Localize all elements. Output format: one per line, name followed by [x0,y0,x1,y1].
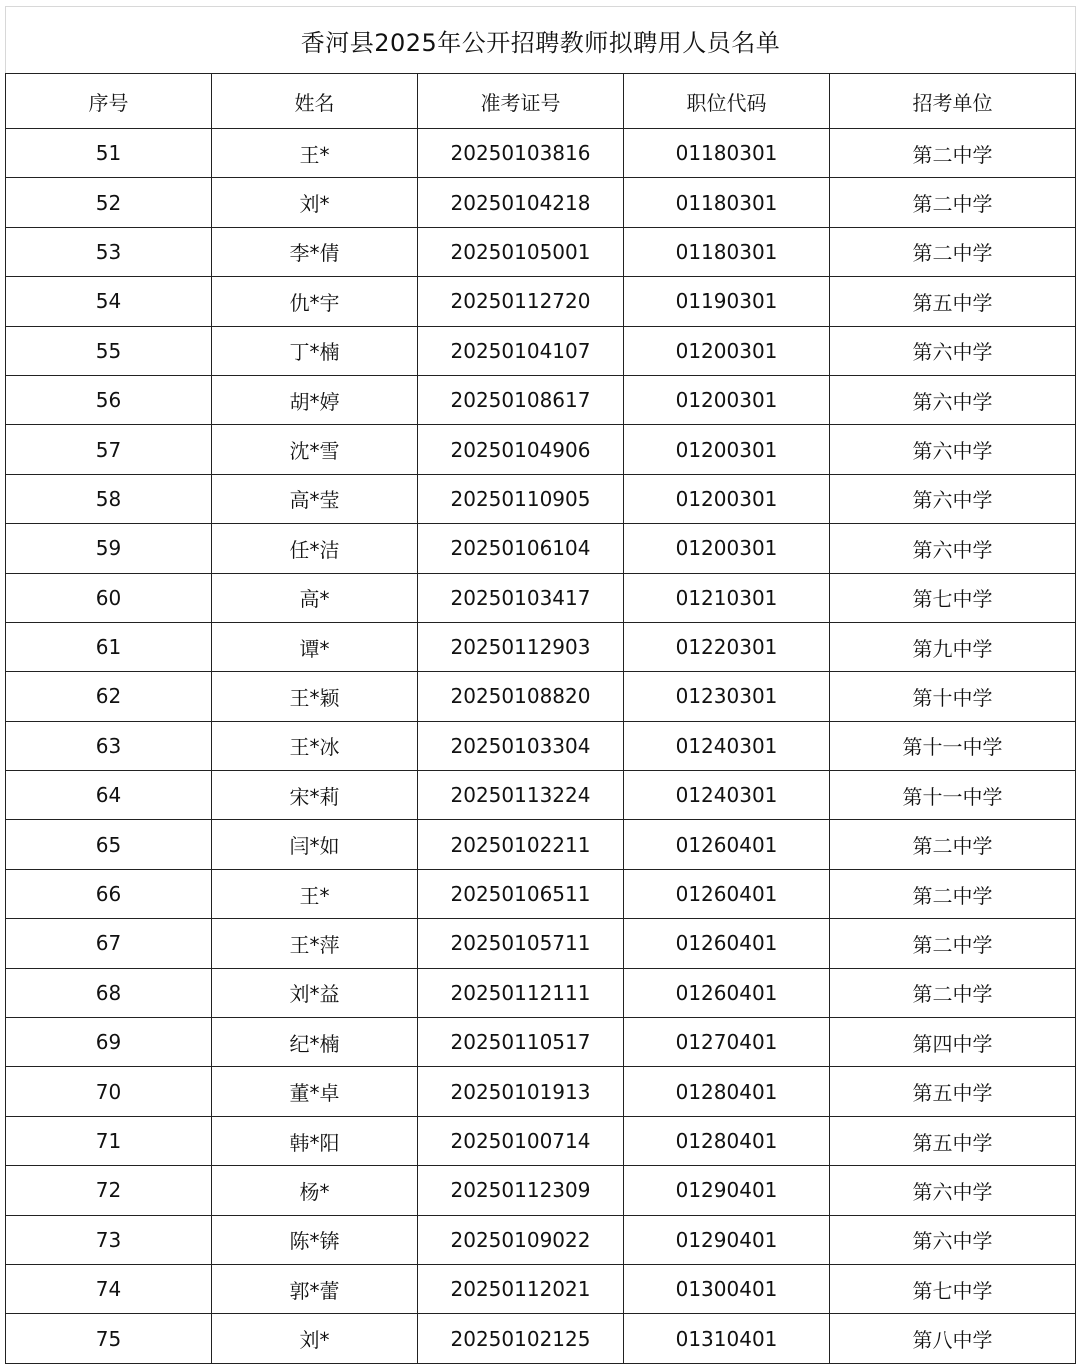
cell-ticket-number: 20250109022 [418,1215,624,1264]
cell-recruiting-unit: 第五中学 [830,1116,1076,1165]
cell-position-code: 01260401 [624,968,830,1017]
cell-name: 杨* [212,1166,418,1215]
cell-ticket-number: 20250100714 [418,1116,624,1165]
cell-name: 刘*益 [212,968,418,1017]
cell-ticket-number: 20250106104 [418,524,624,573]
cell-recruiting-unit: 第二中学 [830,129,1076,178]
table-row [6,1314,1076,1363]
cell-ticket-number: 20250108617 [418,375,624,424]
cell-name: 任*洁 [212,524,418,573]
cell-ticket-number: 20250112903 [418,622,624,671]
cell-position-code: 01200301 [624,524,830,573]
cell-position-code: 01260401 [624,820,830,869]
cell-name: 王* [212,129,418,178]
cell-index: 67 [6,919,212,968]
cell-recruiting-unit: 第六中学 [830,425,1076,474]
table-row [6,672,1076,721]
cell-name: 高* [212,573,418,622]
cell-name: 刘* [212,178,418,227]
cell-position-code: 01220301 [624,622,830,671]
cell-recruiting-unit: 第二中学 [830,919,1076,968]
cell-index: 63 [6,721,212,770]
table-row [6,573,1076,622]
cell-index: 57 [6,425,212,474]
cell-ticket-number: 20250101913 [418,1067,624,1116]
cell-ticket-number: 20250113224 [418,771,624,820]
cell-index: 74 [6,1264,212,1313]
table-row [6,277,1076,326]
cell-recruiting-unit: 第六中学 [830,326,1076,375]
cell-index: 61 [6,622,212,671]
cell-index: 51 [6,129,212,178]
cell-recruiting-unit: 第二中学 [830,968,1076,1017]
table-row [6,375,1076,424]
cell-position-code: 01310401 [624,1314,830,1363]
cell-index: 53 [6,227,212,276]
cell-index: 54 [6,277,212,326]
cell-index: 56 [6,375,212,424]
cell-recruiting-unit: 第六中学 [830,524,1076,573]
table-row [6,524,1076,573]
table-row [6,622,1076,671]
column-header-row [6,74,1076,129]
table-row [6,129,1076,178]
cell-position-code: 01260401 [624,919,830,968]
cell-position-code: 01210301 [624,573,830,622]
cell-name: 郭*蕾 [212,1264,418,1313]
cell-position-code: 01240301 [624,771,830,820]
cell-position-code: 01200301 [624,474,830,523]
cell-position-code: 01290401 [624,1215,830,1264]
cell-ticket-number: 20250112309 [418,1166,624,1215]
cell-position-code: 01180301 [624,178,830,227]
cell-name: 韩*阳 [212,1116,418,1165]
table-row [6,869,1076,918]
table-row [6,326,1076,375]
cell-ticket-number: 20250103304 [418,721,624,770]
cell-position-code: 01280401 [624,1116,830,1165]
table-row [6,425,1076,474]
cell-recruiting-unit: 第八中学 [830,1314,1076,1363]
cell-ticket-number: 20250112111 [418,968,624,1017]
cell-ticket-number: 20250108820 [418,672,624,721]
cell-recruiting-unit: 第十一中学 [830,771,1076,820]
column-header-name: 姓名 [212,74,418,129]
cell-recruiting-unit: 第七中学 [830,1264,1076,1313]
cell-name: 王* [212,869,418,918]
cell-recruiting-unit: 第七中学 [830,573,1076,622]
cell-index: 75 [6,1314,212,1363]
cell-index: 60 [6,573,212,622]
cell-index: 64 [6,771,212,820]
cell-ticket-number: 20250106511 [418,869,624,918]
cell-index: 69 [6,1018,212,1067]
cell-recruiting-unit: 第六中学 [830,1215,1076,1264]
table-row [6,820,1076,869]
cell-index: 55 [6,326,212,375]
cell-position-code: 01200301 [624,326,830,375]
cell-recruiting-unit: 第五中学 [830,1067,1076,1116]
column-header-position-code: 职位代码 [624,74,830,129]
cell-index: 68 [6,968,212,1017]
cell-recruiting-unit: 第六中学 [830,474,1076,523]
cell-name: 刘* [212,1314,418,1363]
cell-ticket-number: 20250104218 [418,178,624,227]
table-row [6,771,1076,820]
cell-ticket-number: 20250112021 [418,1264,624,1313]
table-title: 香河县2025年公开招聘教师拟聘用人员名单 [6,7,1076,74]
table-row [6,1018,1076,1067]
cell-index: 70 [6,1067,212,1116]
cell-name: 胡*婷 [212,375,418,424]
cell-position-code: 01190301 [624,277,830,326]
cell-name: 王*萍 [212,919,418,968]
cell-name: 纪*楠 [212,1018,418,1067]
cell-ticket-number: 20250110517 [418,1018,624,1067]
table-row [6,474,1076,523]
cell-index: 71 [6,1116,212,1165]
cell-position-code: 01300401 [624,1264,830,1313]
cell-position-code: 01260401 [624,869,830,918]
table-row [6,1215,1076,1264]
cell-name: 李*倩 [212,227,418,276]
column-header-index: 序号 [6,74,212,129]
cell-name: 闫*如 [212,820,418,869]
cell-ticket-number: 20250105001 [418,227,624,276]
cell-ticket-number: 20250105711 [418,919,624,968]
table-row [6,1264,1076,1313]
cell-index: 73 [6,1215,212,1264]
cell-index: 66 [6,869,212,918]
cell-position-code: 01290401 [624,1166,830,1215]
cell-recruiting-unit: 第五中学 [830,277,1076,326]
table-row [6,1166,1076,1215]
hiring-list-sheet [5,6,1075,1364]
cell-name: 高*莹 [212,474,418,523]
cell-ticket-number: 20250103816 [418,129,624,178]
cell-ticket-number: 20250102211 [418,820,624,869]
cell-ticket-number: 20250103417 [418,573,624,622]
table-row [6,721,1076,770]
cell-name: 王*冰 [212,721,418,770]
cell-recruiting-unit: 第九中学 [830,622,1076,671]
cell-name: 沈*雪 [212,425,418,474]
cell-recruiting-unit: 第十一中学 [830,721,1076,770]
cell-index: 72 [6,1166,212,1215]
cell-recruiting-unit: 第二中学 [830,178,1076,227]
cell-position-code: 01240301 [624,721,830,770]
cell-recruiting-unit: 第四中学 [830,1018,1076,1067]
column-header-ticket-number: 准考证号 [418,74,624,129]
cell-recruiting-unit: 第二中学 [830,869,1076,918]
cell-recruiting-unit: 第六中学 [830,1166,1076,1215]
cell-name: 丁*楠 [212,326,418,375]
table-row [6,968,1076,1017]
cell-position-code: 01200301 [624,375,830,424]
cell-recruiting-unit: 第二中学 [830,227,1076,276]
table-body [6,129,1076,1364]
cell-name: 宋*莉 [212,771,418,820]
cell-position-code: 01230301 [624,672,830,721]
cell-ticket-number: 20250110905 [418,474,624,523]
cell-index: 65 [6,820,212,869]
cell-index: 58 [6,474,212,523]
table-row [6,178,1076,227]
column-header-recruiting-unit: 招考单位 [830,74,1076,129]
cell-name: 王*颖 [212,672,418,721]
table-row [6,919,1076,968]
cell-position-code: 01180301 [624,227,830,276]
cell-recruiting-unit: 第十中学 [830,672,1076,721]
cell-position-code: 01180301 [624,129,830,178]
cell-name: 仇*宇 [212,277,418,326]
cell-ticket-number: 20250112720 [418,277,624,326]
cell-position-code: 01280401 [624,1067,830,1116]
hiring-list-table [5,6,1076,1364]
cell-name: 董*卓 [212,1067,418,1116]
cell-index: 62 [6,672,212,721]
cell-recruiting-unit: 第二中学 [830,820,1076,869]
table-row [6,1116,1076,1165]
cell-position-code: 01270401 [624,1018,830,1067]
table-row [6,227,1076,276]
cell-name: 谭* [212,622,418,671]
cell-index: 59 [6,524,212,573]
cell-ticket-number: 20250104107 [418,326,624,375]
cell-recruiting-unit: 第六中学 [830,375,1076,424]
table-row [6,1067,1076,1116]
cell-name: 陈*锛 [212,1215,418,1264]
cell-ticket-number: 20250102125 [418,1314,624,1363]
cell-index: 52 [6,178,212,227]
cell-position-code: 01200301 [624,425,830,474]
cell-ticket-number: 20250104906 [418,425,624,474]
